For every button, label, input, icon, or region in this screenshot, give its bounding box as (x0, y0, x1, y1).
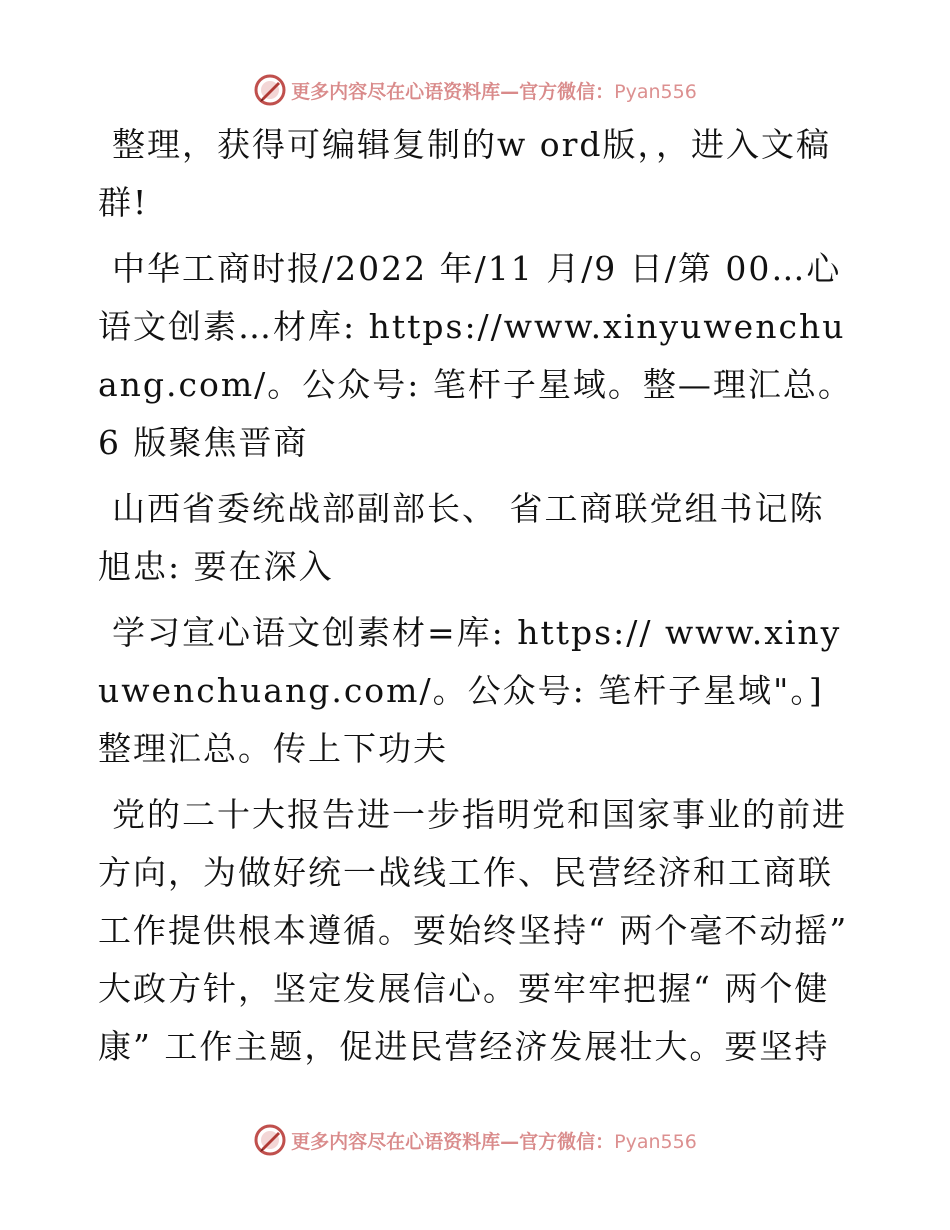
header-banner (0, 68, 950, 112)
paragraph-4: 学习宣心语文创素材=库: https:// www.xinyuwenchuang.com/。公众号: 笔杆子星域"。]整理汇总。传上下功夫 (98, 613, 842, 768)
document-body (98, 116, 858, 1084)
footer-banner-label: 更多内容尽在心语资料库—官方微信： (291, 1130, 615, 1153)
paragraph-5: 党的二十大报告进一步指明党和国家事业的前进方向，为做好统一战线工作、民营经济和工商联工作提供根本遵循。要始终坚持“ 两个毫不动摇” 大政方针，坚定发展信心。要牢牢把握“ 两个健康” 工作主题，促进民营经济发展壮大。要坚持 (98, 795, 849, 1066)
paragraph-3: 山西省委统战部副部长、 省工商联党组书记陈旭忠: 要在深入 (98, 489, 825, 586)
footer-banner (0, 1118, 950, 1162)
paragraph-2: 中华工商时报/2022 年/11 月/9 日/第 00…心语文创素…材库: https://www.xinyuwenchuang.com/。公众号: 笔杆子星域。整—理汇总。6 版聚焦晋商 (98, 249, 853, 462)
pen-logo-icon (253, 73, 287, 107)
header-banner-handle: Pyan556 (614, 80, 697, 103)
footer-banner-text (291, 1127, 697, 1154)
pen-logo-icon (253, 1123, 287, 1157)
paragraph-1: 整理，获得可编辑复制的w ord版，，进入文稿群! (98, 125, 832, 222)
header-banner-text (291, 77, 697, 104)
header-banner-label: 更多内容尽在心语资料库—官方微信： (291, 80, 615, 103)
footer-banner-handle: Pyan556 (614, 1130, 697, 1153)
